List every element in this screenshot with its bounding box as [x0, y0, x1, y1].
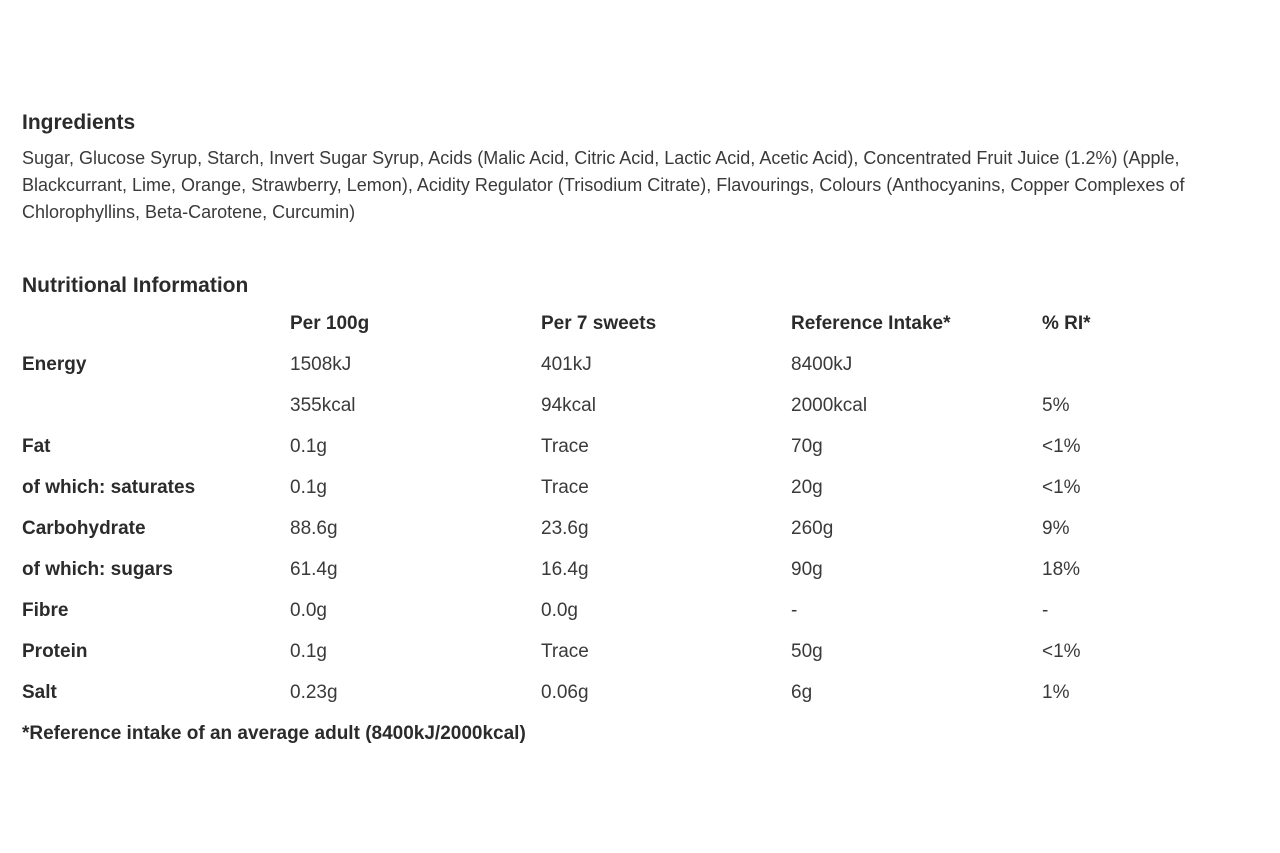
value-per-portion: 0.0g	[541, 600, 578, 621]
value-percent-ri: -	[1042, 600, 1049, 621]
value-reference-intake: 70g	[791, 436, 823, 457]
nutrient-label	[22, 395, 290, 436]
header-per-100g: Per 100g	[290, 313, 370, 334]
nutrition-heading: Nutritional Information	[22, 274, 249, 297]
value-per-100g: 0.1g	[290, 641, 327, 662]
value-per-100g: 0.0g	[290, 600, 327, 621]
value-per-100g: 61.4g	[290, 559, 338, 580]
value-per-100g: 0.23g	[290, 682, 338, 703]
value-per-100g: 1508kJ	[290, 354, 352, 375]
value-per-100g: 0.1g	[290, 436, 327, 457]
value-percent-ri	[1042, 354, 1222, 395]
header-per-portion: Per 7 sweets	[541, 313, 657, 334]
value-percent-ri: <1%	[1042, 477, 1081, 498]
nutrient-label: of which: sugars	[22, 559, 173, 580]
table-row	[22, 682, 1222, 723]
nutrient-label: Fat	[22, 436, 51, 457]
nutrient-label: Energy	[22, 354, 87, 375]
table-row	[22, 641, 1222, 682]
nutrient-label: Salt	[22, 682, 57, 703]
ingredients-text: Sugar, Glucose Syrup, Starch, Invert Sugar Syrup, Acids (Malic Acid, Citric Acid, Lactic Acid, Acetic Acid), Concentrated Fruit Juice (1.2%) (Apple, Blackcurrant, Lime, Orange, Strawberry, Lemon), Acidity Regulator (Trisodium Citrate), Flavourings, Colours (Anthocyanins, Copper Complexes of Chlorophyllins, Beta-Carotene, Curcumin)	[22, 148, 1185, 222]
reference-intake-footnote: *Reference intake of an average adult (8400kJ/2000kcal)	[22, 723, 526, 744]
value-percent-ri: 9%	[1042, 518, 1070, 539]
nutrient-label: Fibre	[22, 600, 69, 621]
value-percent-ri: <1%	[1042, 641, 1081, 662]
value-reference-intake: -	[791, 600, 798, 621]
value-per-100g: 88.6g	[290, 518, 338, 539]
value-reference-intake: 20g	[791, 477, 823, 498]
nutrition-header-row	[22, 313, 1222, 354]
value-reference-intake: 50g	[791, 641, 823, 662]
nutrition-table	[22, 313, 1222, 723]
table-row	[22, 600, 1222, 641]
value-per-portion: Trace	[541, 641, 589, 662]
value-per-100g: 0.1g	[290, 477, 327, 498]
nutrient-label: Carbohydrate	[22, 518, 146, 539]
value-reference-intake: 8400kJ	[791, 354, 853, 375]
value-per-portion: 23.6g	[541, 518, 589, 539]
value-per-portion: 401kJ	[541, 354, 592, 375]
ingredients-heading: Ingredients	[22, 111, 136, 134]
value-percent-ri: 5%	[1042, 395, 1070, 416]
nutrient-label: Protein	[22, 641, 88, 662]
value-percent-ri: 18%	[1042, 559, 1081, 580]
table-row	[22, 477, 1222, 518]
value-reference-intake: 90g	[791, 559, 823, 580]
table-row	[22, 395, 1222, 436]
header-reference-intake: Reference Intake*	[791, 313, 951, 334]
value-per-portion: 0.06g	[541, 682, 589, 703]
value-percent-ri: 1%	[1042, 682, 1070, 703]
header-percent-ri: % RI*	[1042, 313, 1091, 334]
value-per-portion: 94kcal	[541, 395, 596, 416]
product-info	[22, 110, 1272, 745]
table-row	[22, 354, 1222, 395]
value-per-portion: Trace	[541, 436, 589, 457]
value-reference-intake: 6g	[791, 682, 813, 703]
header-nutrient	[22, 313, 290, 354]
value-per-100g: 355kcal	[290, 395, 356, 416]
table-row	[22, 436, 1222, 477]
value-reference-intake: 2000kcal	[791, 395, 868, 416]
value-per-portion: 16.4g	[541, 559, 589, 580]
nutrient-label: of which: saturates	[22, 477, 196, 498]
value-percent-ri: <1%	[1042, 436, 1081, 457]
table-row	[22, 559, 1222, 600]
value-reference-intake: 260g	[791, 518, 834, 539]
table-row	[22, 518, 1222, 559]
value-per-portion: Trace	[541, 477, 589, 498]
